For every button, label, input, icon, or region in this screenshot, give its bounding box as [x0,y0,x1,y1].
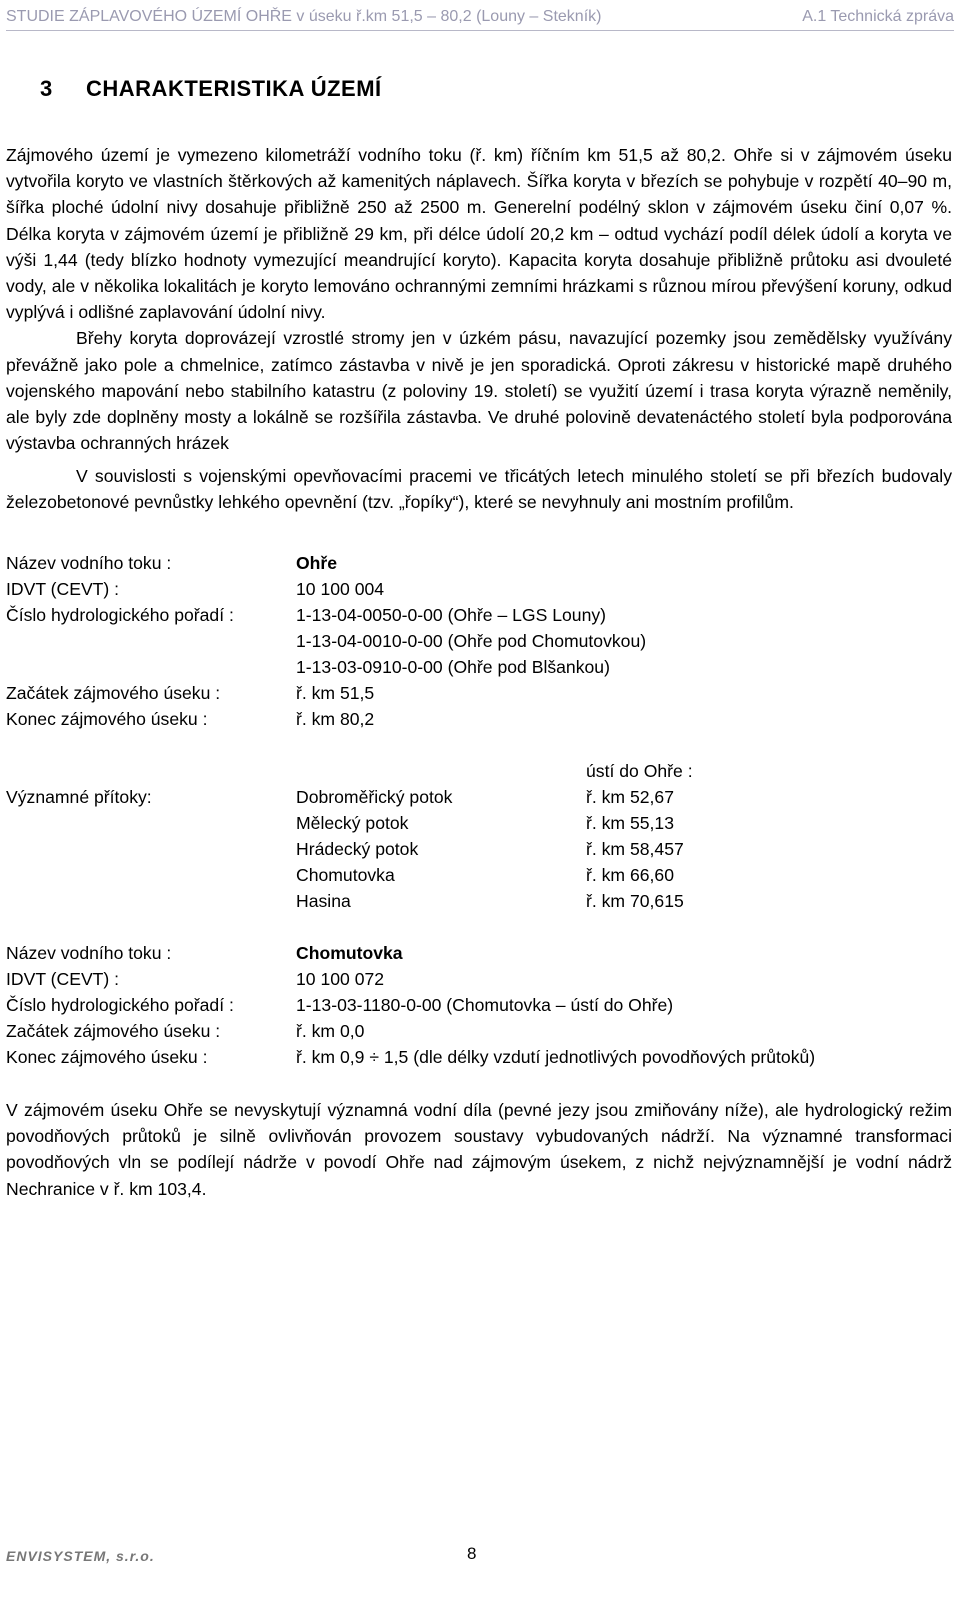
paragraph-reservoirs: V zájmovém úseku Ohře se nevyskytují významná vodní díla (pevné jezy jsou zmiňovány níže), ale hydrologický režim povodňových průtoků je silně ovlivňován provozem soustavy vybudovaných nádrží. Na významné transformaci povodňových vln se podílejí nádrže v povodí Ohře nad zájmovým úsekem, z nichž nejvýznamnější je vodní nádrž Nechranice v ř. km 103,4. [6,1100,952,1199]
info-value: 10 100 072 [296,969,385,989]
reservoir-paragraph-block [6,1097,952,1202]
header-section-label: A.1 Technická zpráva [802,8,954,25]
river-name: Chomutovka [296,943,403,963]
section-heading [40,76,382,102]
info-value: 1-13-03-1180-0-00 (Chomutovka – ústí do Ohře) [296,995,674,1015]
page-footer [6,1544,954,1570]
info-row [6,1044,815,1070]
tributary-km: ř. km 52,67 [586,787,675,807]
tributary-km: ř. km 70,615 [586,891,684,911]
tributaries-label: Významné přítoky: [6,787,152,807]
info-label: Název vodního toku : [6,553,172,573]
info-value: 10 100 004 [296,579,385,599]
info-label: Konec zájmového úseku : [6,709,208,729]
tributary-name: Chomutovka [296,865,395,885]
tributary-name: Dobroměřický potok [296,787,453,807]
info-value: ř. km 51,5 [296,683,375,703]
info-label-empty [6,654,296,680]
info-row [6,1018,815,1044]
company-name: ENVISYSTEM, s.r.o. [6,1548,155,1564]
river-name: Ohře [296,553,338,573]
info-label-empty [6,810,296,836]
header-document-title: STUDIE ZÁPLAVOVÉHO ÚZEMÍ OHŘE v úseku ř.km 51,5 – 80,2 (Louny – Stekník) [6,8,602,25]
tributary-km: ř. km 55,13 [586,813,675,833]
info-row [6,602,646,628]
intro-paragraph-block [6,142,952,456]
info-label: Číslo hydrologického pořadí : [6,605,234,625]
info-value: ř. km 80,2 [296,709,375,729]
tributary-name: Hrádecký potok [296,839,419,859]
tributary-name: Mělecký potok [296,813,409,833]
section-number: 3 [40,76,53,101]
tributary-row [6,862,693,888]
info-row [6,966,815,992]
info-value: ř. km 0,9 ÷ 1,5 (dle délky vzdutí jednotlivých povodňových průtoků) [296,1047,816,1067]
info-label-empty [6,836,296,862]
tributary-name: Hasina [296,891,351,911]
info-row [6,576,646,602]
chomutovka-info-block [6,940,815,1070]
info-row [6,940,815,966]
tributary-row [6,888,693,914]
info-value: 1-13-03-0910-0-00 (Ohře pod Blšankou) [296,657,610,677]
info-row [6,680,646,706]
info-label-empty [296,758,586,784]
tributary-row [6,784,693,810]
info-value: ř. km 0,0 [296,1021,365,1041]
tributary-row [6,836,693,862]
info-row [6,654,646,680]
ohre-info-block [6,550,646,732]
info-label-empty [6,758,296,784]
tributaries-header-row [6,758,693,784]
info-label: Začátek zájmového úseku : [6,683,221,703]
tributary-km: ř. km 58,457 [586,839,684,859]
paragraph-banks: Břehy koryta doprovázejí vzrostlé stromy jen v úzkém pásu, navazující pozemky jsou zemědělsky využívány převážně jako pole a chmelnice, zatímco zástavba v nivě je jen sporadická. Oproti zákresu v historické mapě druhého vojenského mapování nebo stabilního katastru (z poloviny 19. století) se využití území i trasa koryta výrazně neměnily, ale byly zde doplněny mosty a lokálně se rozšířila zástavba. Ve druhé polovině devatenáctého století byla podporována výstavba ochranných hrázek [6,328,952,454]
info-label: IDVT (CEVT) : [6,969,120,989]
mouth-column-header: ústí do Ohře : [586,761,693,781]
tributary-km: ř. km 66,60 [586,865,675,885]
info-row [6,550,646,576]
info-label: Konec zájmového úseku : [6,1047,208,1067]
fortification-paragraph-block [6,463,952,515]
info-value: 1-13-04-0050-0-00 (Ohře – LGS Louny) [296,605,607,625]
info-label: Číslo hydrologického pořadí : [6,995,234,1015]
paragraph-territory: Zájmového území je vymezeno kilometráží vodního toku (ř. km) říčním km 51,5 až 80,2. Ohře si v zájmovém úseku vytvořila koryto ve vlastních štěrkových až kamenitých náplavech. Šířka koryta v březích se pohybuje v rozpětí 40–90 m, šířka ploché údolní nivy dosahuje přibližně 250 až 2500 m. Generelní podélný sklon v zájmovém úseku činí 0,07 %. Délka koryta v zájmovém území je přibližně 29 km, při délce údolí 20,2 km – odtud vychází podíl délek údolí a koryta ve výši 1,44 (tedy blízko hodnoty vymezující meandrující koryto). Kapacita koryta dosahuje přibližně průtoku asi dvouleté vody, ale v několika lokalitách je koryto lemováno ochrannými zemními hrázkami s různou mírou převýšení koruny, odkud vyplývá i odlišné zaplavování údolní nivy. [6,145,952,323]
info-label: Název vodního toku : [6,943,172,963]
info-row [6,992,815,1018]
info-label-empty [6,862,296,888]
paragraph-fortifications: V souvislosti s vojenskými opevňovacími pracemi ve třicátých letech minulého století se při březích budovaly železobetonové pevnůstky lehkého opevnění (tzv. „řopíky“), které se nevyhnuly ani mostním profilům. [6,466,952,513]
info-label: Začátek zájmového úseku : [6,1021,221,1041]
info-row [6,706,646,732]
info-row [6,628,646,654]
page-header [6,0,954,31]
info-value: 1-13-04-0010-0-00 (Ohře pod Chomutovkou) [296,631,647,651]
tributaries-block [6,758,693,914]
section-title: CHARAKTERISTIKA ÚZEMÍ [86,76,382,101]
info-label-empty [6,628,296,654]
tributary-row [6,810,693,836]
info-label: IDVT (CEVT) : [6,579,120,599]
info-label-empty [6,888,296,914]
page-number: 8 [467,1544,477,1563]
